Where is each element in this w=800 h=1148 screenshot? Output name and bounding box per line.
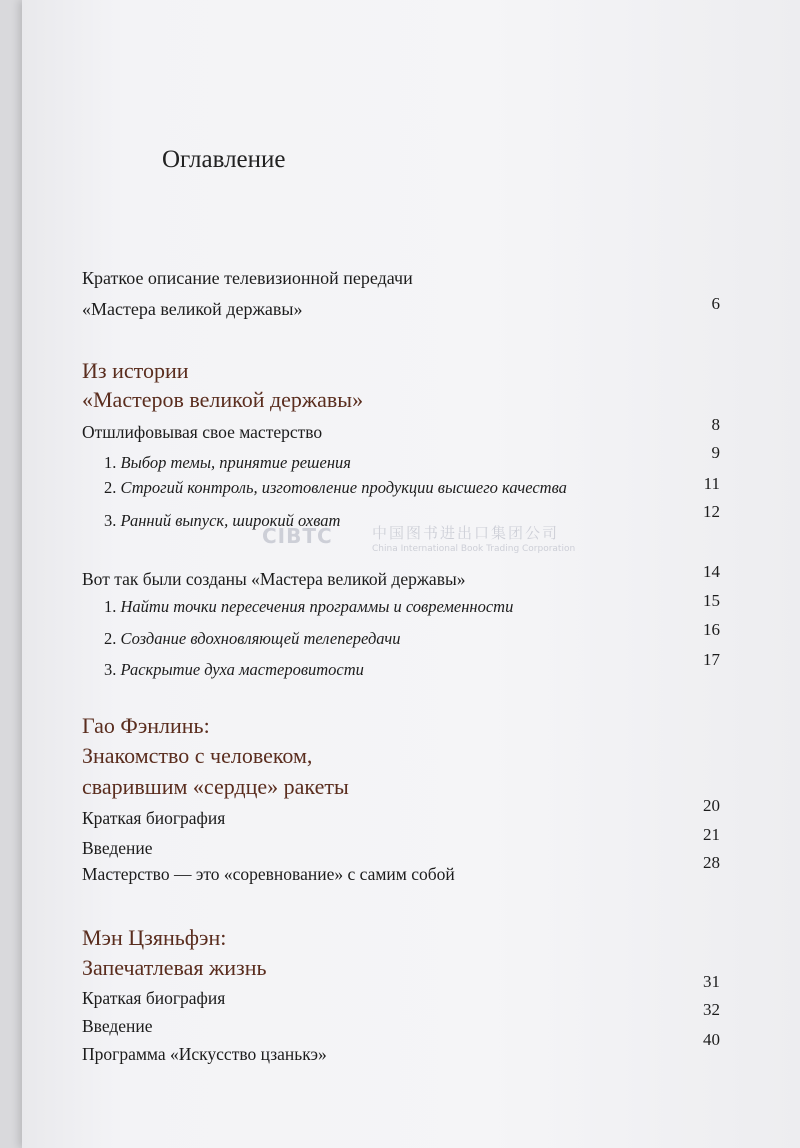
section-3-title-line-1: Мэн Цзяньфэн: [82,925,227,950]
group-1-heading: Отшлифовывая свое мастерство [82,422,323,442]
subitem-page-number: 11 [703,474,720,493]
intro-line-2: «Мастера великой державы» [82,299,303,319]
toc-subitem: 1. Выбор темы, принятие решения [104,453,351,472]
toc-entry: Введение [82,838,153,858]
book-page [22,0,800,1148]
toc-subitem: 3. Раскрытие духа мастеровитости [104,660,364,679]
subitem-page-number: 9 [711,443,720,462]
subitem-page-number: 16 [703,620,720,639]
watermark-cn: 中国图书进出口集团公司 [372,524,560,542]
watermark-logo: CIBTC [262,524,333,548]
watermark-en: China International Book Trading Corporation [372,544,576,554]
entry-page-number: 21 [703,825,720,844]
toc-entry: Программа «Искусство цзанькэ» [82,1044,327,1064]
section-2-title-line-3: сварившим «сердце» ракеты [82,774,349,799]
toc-entry: Мастерство — это «соревнование» с самим собой [82,864,455,884]
entry-page-number: 32 [703,1000,720,1019]
watermark [262,522,582,566]
section-3-title-line-2: Запечатлевая жизнь [82,955,267,980]
entry-page-number: 28 [703,853,720,872]
section-1-title-line-2: «Мастеров великой державы» [82,387,364,412]
toc-entry: Введение [82,1016,153,1036]
toc-subitem: 1. Найти точки пересечения программы и современности [104,597,514,616]
group-2-page-number: 14 [703,562,720,581]
subitem-page-number: 12 [703,502,720,521]
intro-line-1: Краткое описание телевизионной передачи [82,268,413,288]
toc-subitem: 2. Создание вдохновляющей телепередачи [104,629,401,648]
toc-subitem: 3. Ранний выпуск, широкий охват [104,511,341,530]
toc-entry: Краткая биография [82,988,226,1008]
group-2-heading: Вот так были созданы «Мастера великой державы» [82,569,466,589]
toc-entry: Краткая биография [82,808,226,828]
group-1-page-number: 8 [711,415,720,434]
section-2-title-line-2: Знакомство с человеком, [82,743,313,768]
subitem-page-number: 17 [703,650,720,669]
section-1-title-line-1: Из истории [82,358,189,383]
section-2-title-line-1: Гао Фэнлинь: [82,713,210,738]
page-title: Оглавление [162,146,286,173]
entry-page-number: 40 [703,1030,720,1049]
intro-page-number: 6 [711,294,720,313]
entry-page-number: 20 [703,796,720,815]
entry-page-number: 31 [703,972,720,991]
subitem-page-number: 15 [703,591,720,610]
toc-subitem: 2. Строгий контроль, изготовление продукции высшего качества [104,478,567,497]
